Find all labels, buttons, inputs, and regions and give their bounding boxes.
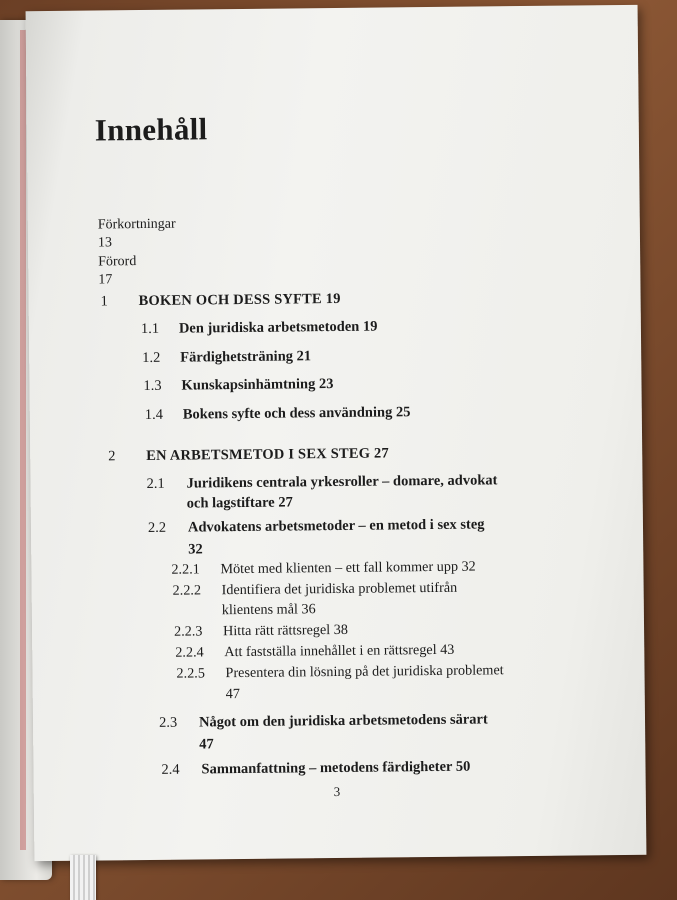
toc-entry-number: 2.2.3 [173, 623, 203, 640]
toc-entry-number: 2.4 [161, 761, 180, 778]
page-number: 3 [333, 783, 341, 800]
toc-entry-text-continued: och lagstiftare 27 [186, 494, 293, 512]
toc-entry-text: Något om den juridiska arbetsmetodens särart [198, 711, 488, 731]
page-edge-tint [20, 30, 26, 850]
bookmark-ribbon [70, 855, 96, 900]
toc-section-1-4 [144, 401, 585, 424]
toc-entry-text: Att fastställa innehållet i en rättsregel 43 [224, 641, 455, 661]
toc-section-2-4 [161, 756, 601, 778]
toc-entry-text-continued: 47 [225, 686, 240, 703]
toc-entry-number: 2.2.1 [171, 561, 200, 578]
toc-entry-text: Mötet med klienten – ett fall kommer upp 32 [220, 558, 476, 578]
toc-entry-text-continued: 32 [188, 541, 203, 558]
toc-entry-number: 2.2.4 [175, 644, 204, 661]
toc-section-1-2 [142, 344, 582, 367]
toc-entry-text: Bokens syfte och dess användning 25 [182, 404, 411, 423]
toc-entry-text: Färdighetsträning 21 [180, 348, 312, 366]
toc-entry-text: Den juridiska arbetsmetoden 19 [178, 318, 378, 337]
toc-entry-text: Förord 17 [98, 254, 137, 288]
toc-chapter-2 [108, 443, 548, 465]
toc-entry-text: Kunskapsinhämtning 23 [181, 376, 334, 394]
toc-entry-number: 2.3 [158, 714, 178, 731]
toc-section-2-2 [147, 514, 588, 558]
toc-entry-text: Sammanfattning – metodens färdigheter 50 [201, 758, 471, 778]
page-title: Innehåll [94, 111, 208, 148]
toc-subsection-2-2-1 [171, 556, 611, 578]
toc-entry-number: 1.3 [143, 377, 162, 395]
toc-entry-text: Presentera din lösning på det juridiska problemet [225, 662, 504, 682]
book-page [26, 5, 647, 861]
toc-entry-text: Advokatens arbetsmetoder – en metod i sex steg [187, 516, 485, 536]
toc-entry-number: 2 [108, 448, 116, 465]
toc-entry-text: Identifiera det juridiska problemet utifrån [221, 579, 458, 599]
toc-entry-number: 2.2.5 [176, 665, 205, 682]
toc-section-1-3 [143, 372, 583, 395]
toc-section-2-3 [158, 709, 599, 753]
toc-section-2-1 [146, 470, 586, 512]
toc-chapter-1 [100, 288, 541, 310]
toc-entry-text: Förkortningar 13 [97, 216, 176, 251]
toc-entry-text-continued: 47 [199, 736, 214, 753]
toc-entry-text-continued: klientens mål 36 [221, 601, 316, 619]
toc-entry-number: 1.2 [142, 349, 161, 367]
toc-entry-text: BOKEN OCH DESS SYFTE 19 [138, 290, 341, 310]
toc-entry-number: 1.4 [144, 406, 164, 424]
toc-entry-number: 1 [100, 293, 108, 310]
toc-entry-number: 1.1 [140, 320, 160, 338]
toc-entry-text: Hitta rätt rättsregel 38 [222, 621, 349, 640]
toc-entry-number: 2.2 [147, 519, 167, 536]
toc-entry-number: 2.2.2 [172, 582, 202, 599]
toc-entry-text: EN ARBETSMETOD I SEX STEG 27 [146, 445, 389, 464]
toc-entry-number: 2.1 [146, 475, 165, 492]
toc-entry-text: Juridikens centrala yrkesroller – domare, advokat [186, 472, 498, 492]
toc-section-1-1 [140, 315, 581, 338]
